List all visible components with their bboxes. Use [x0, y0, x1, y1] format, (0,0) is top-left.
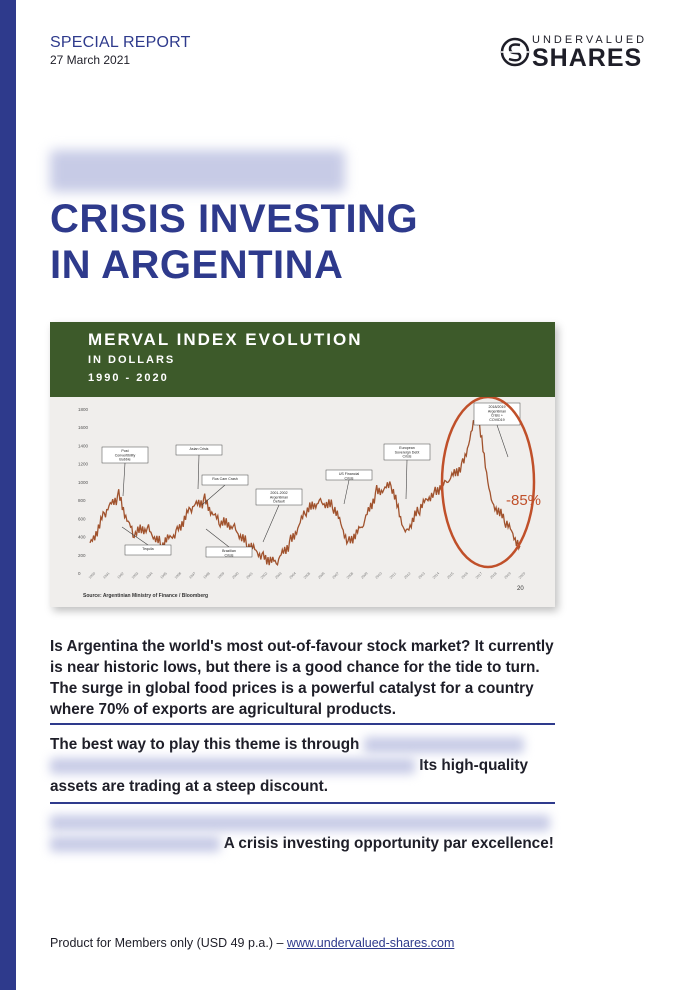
s-circle-logo-icon [500, 35, 530, 69]
x-tick-label: 2000 [231, 571, 240, 580]
redacted-text [364, 737, 524, 753]
theme-paragraph-mid: Its high-quality [419, 757, 529, 774]
x-tick-label: 2016 [460, 571, 469, 580]
callout-label: US Financial Crisis [338, 472, 360, 481]
logo-top-text: UNDERVALUED [532, 34, 648, 46]
theme-paragraph-end: assets are trading at a steep discount. [50, 778, 328, 795]
y-tick-label: 1800 [78, 407, 89, 412]
x-tick-label: 2011 [388, 571, 398, 580]
y-tick-label: 800 [78, 498, 86, 504]
x-tick-label: 2017 [474, 571, 484, 580]
x-tick-label: 2004 [288, 571, 297, 580]
left-accent-bar [0, 0, 16, 990]
x-tick-label: 1990 [87, 571, 97, 580]
chart-source: Source: Argentinian Ministry of Finance / Bloomberg [83, 593, 209, 599]
x-tick-label: 2020 [517, 571, 527, 580]
x-tick-label: 2008 [345, 571, 355, 580]
x-tick-label: 1999 [216, 571, 226, 580]
theme-paragraph-start: The best way to play this theme is through [50, 736, 360, 753]
report-date: 27 March 2021 [50, 53, 131, 67]
x-tick-label: 2014 [431, 571, 441, 580]
callout-label: Asian Crisis [189, 447, 209, 451]
x-tick-label: 1993 [130, 571, 140, 580]
drop-percentage-label: -85% [506, 492, 542, 509]
x-tick-label: 2006 [317, 571, 326, 580]
y-tick-label: 400 [78, 534, 86, 540]
callout-leader [198, 455, 199, 489]
x-tick-label: 2003 [274, 571, 283, 580]
brand-logo [500, 34, 655, 70]
redacted-text [50, 758, 415, 774]
y-tick-label: 1400 [78, 443, 89, 449]
callout-label: 2018/2019 Argentinian Crisis + COVID19 [487, 405, 507, 422]
redacted-kicker [50, 150, 345, 192]
callout-leader [406, 460, 407, 499]
x-tick-label: 1995 [159, 571, 168, 580]
x-tick-label: 2018 [489, 571, 498, 580]
callout-label: European Sovereign Debt Crisis [394, 446, 420, 459]
callout-leader [263, 505, 279, 542]
chart-banner [50, 322, 555, 397]
callout-leader [497, 425, 508, 457]
callout-label: Post Convertibility Bubble [114, 449, 136, 462]
chart-banner-subtitle: IN DOLLARS [88, 354, 176, 366]
y-tick-label: 1000 [78, 479, 89, 485]
title-line-2: IN ARGENTINA [50, 243, 344, 287]
chart-corner-label: 20 [517, 586, 524, 592]
x-tick-label: 2019 [503, 571, 512, 580]
report-type-label: SPECIAL REPORT [50, 34, 191, 51]
intro-paragraph: Is Argentina the world's most out-of-favour stock market? It currently is near historic lows, but there is a good chance for the tide to turn. The surge in global food prices is a powerful catalyst for a country where 70% of exports are agricultural products. [50, 638, 554, 718]
x-tick-label: 2007 [331, 571, 340, 580]
footer [50, 936, 454, 950]
y-tick-label: 200 [78, 552, 86, 558]
merval-chart [50, 322, 555, 607]
x-tick-label: 1991 [102, 571, 111, 580]
x-tick-label: 1998 [202, 571, 211, 580]
y-tick-label: 600 [78, 516, 86, 522]
footer-link[interactable]: www.undervalued-shares.com [286, 936, 455, 950]
x-tick-label: 2005 [302, 571, 312, 580]
y-tick-label: 1200 [78, 461, 89, 467]
divider-1 [50, 723, 555, 725]
x-tick-label: 1994 [145, 571, 154, 580]
x-tick-label: 2009 [360, 571, 369, 580]
callout-leader [123, 463, 125, 496]
y-tick-label: 1600 [78, 425, 89, 431]
report-title [50, 196, 418, 288]
x-tick-label: 1992 [116, 571, 125, 580]
theme-paragraph [50, 734, 565, 797]
x-tick-label: 2010 [374, 571, 383, 580]
redacted-text [50, 815, 550, 831]
redacted-text [50, 836, 220, 852]
x-tick-label: 2001 [245, 571, 254, 580]
x-tick-label: 1997 [188, 571, 197, 580]
x-tick-label: 2012 [403, 571, 412, 580]
x-tick-label: 1996 [173, 571, 183, 580]
title-line-1: CRISIS INVESTING [50, 197, 419, 241]
y-tick-label: 0 [78, 571, 81, 576]
logo-main-text: SHARES [532, 44, 643, 72]
callout-label: Tequila [142, 547, 154, 551]
divider-2 [50, 802, 555, 804]
callout-leader [344, 480, 349, 504]
chart-banner-title: MERVAL INDEX EVOLUTION [88, 330, 363, 349]
chart-plot [50, 397, 555, 607]
footer-text: Product for Members only (USD 49 p.a.) – [50, 936, 284, 950]
chart-banner-years: 1990 - 2020 [88, 372, 169, 384]
callout-label: Rus Cam Crash [212, 477, 238, 481]
x-tick-label: 2002 [259, 571, 269, 580]
callout-label: 2001-2002 Argentinian Default [269, 491, 289, 504]
callout-label: Brazilian Crisis [222, 549, 236, 558]
x-tick-label: 2013 [417, 571, 426, 580]
callout-leader [206, 529, 229, 547]
x-tick-label: 2015 [446, 571, 455, 580]
closing-paragraph-end: A crisis investing opportunity par excellence! [223, 835, 554, 852]
closing-paragraph [50, 812, 565, 854]
